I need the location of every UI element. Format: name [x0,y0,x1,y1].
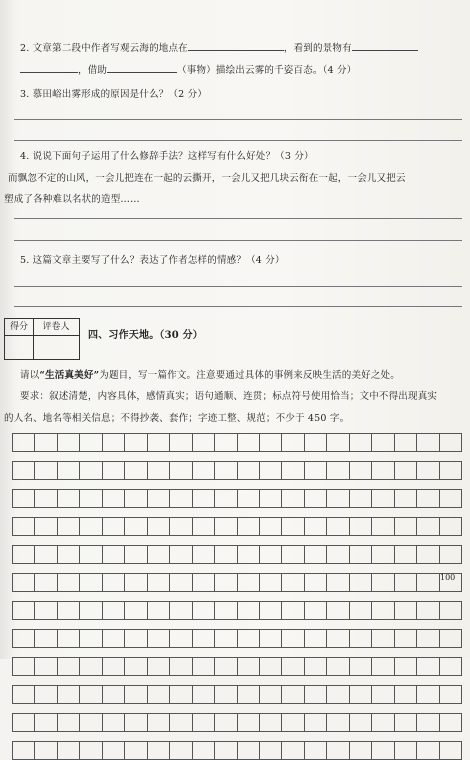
grid-cell[interactable] [170,630,192,647]
grid-cell[interactable] [282,686,304,703]
grid-cell[interactable] [238,574,260,591]
grid-cell[interactable] [395,518,417,535]
question-3: 3. 慕田峪出雾形成的原因是什么？（2 分） [20,89,208,100]
grid-cell[interactable] [440,658,461,675]
writing-prompt-line-1 [20,367,400,381]
grid-cell[interactable] [35,574,57,591]
grid-cell[interactable] [125,602,147,619]
grid-cell[interactable] [372,686,394,703]
grid-cell[interactable] [350,518,372,535]
grid-cell[interactable] [125,462,147,479]
grid-cell[interactable] [417,602,439,619]
grid-cell[interactable] [103,434,125,451]
prompt-text-b: 为题目，写一篇作文。注意要通过具体的事例来反映生活的美好之处。 [99,370,400,381]
grid-cell[interactable] [58,490,80,507]
grid-cell[interactable] [13,546,35,563]
grid-cell[interactable] [305,602,327,619]
grid-row [12,517,462,536]
grid-cell[interactable] [170,462,192,479]
grid-cell[interactable] [327,518,349,535]
grid-cell[interactable] [13,518,35,535]
grid-cell[interactable] [238,658,260,675]
grid-cell[interactable] [103,602,125,619]
grid-cell[interactable] [440,434,461,451]
grid-row [12,685,462,704]
grid-cell[interactable] [170,602,192,619]
grid-cell[interactable] [372,630,394,647]
grid-cell[interactable] [35,714,57,731]
grid-cell[interactable] [215,434,237,451]
grid-cell[interactable] [238,686,260,703]
grid-cell[interactable] [417,714,439,731]
grid-cell[interactable] [282,714,304,731]
grid-cell[interactable] [13,574,35,591]
grid-cell[interactable] [125,574,147,591]
grid-row [12,545,462,564]
grid-cell[interactable] [215,462,237,479]
grid-cell[interactable] [238,714,260,731]
q4-quote-line-1: 而飘忽不定的山风，一会儿把连在一起的云撕开，一会儿又把几块云衔在一起，一会儿又把云 [8,173,406,184]
section-4-title: 四、习作天地。（30 分） [88,330,203,341]
grid-cell[interactable] [372,434,394,451]
grid-cell[interactable] [148,658,170,675]
grid-row [12,601,462,620]
q2-blank-medium[interactable] [107,63,177,73]
grid-cell[interactable] [58,574,80,591]
grid-cell[interactable] [372,602,394,619]
grid-cell[interactable] [193,714,215,731]
q4-answer-line-2[interactable] [14,240,462,241]
grid-cell[interactable] [350,742,372,759]
grid-cell[interactable] [372,546,394,563]
grid-cell[interactable] [35,602,57,619]
q2-text-part1: 2. 文章第二段中作者写观云海的地点在 [20,43,188,54]
grid-cell[interactable] [282,742,304,759]
grid-cell[interactable] [260,462,282,479]
grid-cell[interactable] [372,714,394,731]
grid-cell[interactable] [305,490,327,507]
grid-cell[interactable] [170,574,192,591]
grid-cell[interactable] [80,462,102,479]
q3-answer-line-2[interactable] [14,140,462,141]
grid-cell[interactable] [282,602,304,619]
grid-cell[interactable] [125,434,147,451]
grid-cell[interactable] [327,630,349,647]
q4-quote-line-2: 塑成了各种难以名状的造型…… [4,194,140,205]
grid-cell[interactable] [148,574,170,591]
grid-cell[interactable] [215,574,237,591]
grid-cell[interactable] [58,630,80,647]
grid-cell[interactable] [193,434,215,451]
grid-row [12,629,462,648]
grid-cell[interactable] [148,434,170,451]
grid-cell[interactable] [13,462,35,479]
grid-cell[interactable] [305,518,327,535]
grid-cell[interactable] [395,714,417,731]
grid-cell[interactable] [305,574,327,591]
question-4: 4. 说说下面句子运用了什么修辞手法？这样写有什么好处？（3 分） [20,151,314,162]
grid-cell[interactable] [282,658,304,675]
grid-cell[interactable] [395,490,417,507]
grid-cell[interactable] [350,574,372,591]
grid-cell[interactable] [215,602,237,619]
grid-row [12,489,462,508]
grid-cell[interactable] [327,742,349,759]
grid-cell[interactable] [350,630,372,647]
grid-cell[interactable] [440,518,461,535]
grid-cell[interactable] [103,518,125,535]
grid-cell[interactable] [327,462,349,479]
grid-cell[interactable] [215,630,237,647]
grid-cell[interactable] [238,630,260,647]
writing-prompt-line-2: 要求：叙述清楚，内容具体，感情真实；语句通顺、连贯；标点符号使用恰当；文中不得出现真实 [20,391,438,402]
q2-text-part3: ，借助 [78,65,108,76]
grid-cell[interactable] [148,546,170,563]
grid-cell[interactable] [238,490,260,507]
grid-cell[interactable] [215,658,237,675]
grid-cell[interactable] [327,574,349,591]
grid-cell[interactable] [13,602,35,619]
grid-cell[interactable] [80,490,102,507]
grid-row [12,433,462,452]
grid-cell[interactable] [440,714,461,731]
grid-cell[interactable] [350,686,372,703]
grid-cell[interactable] [395,434,417,451]
grid-cell[interactable] [193,518,215,535]
grid-cell[interactable] [80,658,102,675]
grid-cell[interactable] [395,658,417,675]
grid-cell[interactable] [80,574,102,591]
q2-blank-location[interactable] [188,41,284,51]
grid-cell[interactable] [305,686,327,703]
grid-cell[interactable] [440,462,461,479]
grid-cell[interactable] [193,658,215,675]
grid-cell[interactable] [125,686,147,703]
grid-cell[interactable] [417,434,439,451]
grid-cell[interactable] [417,742,439,759]
grid-cell[interactable] [35,742,57,759]
grid-cell[interactable] [350,462,372,479]
grid-cell[interactable] [193,462,215,479]
question-2-cont [20,62,356,76]
grid-cell[interactable] [350,434,372,451]
grid-cell[interactable] [395,602,417,619]
q5-answer-line-1[interactable] [14,286,462,287]
grid-cell[interactable] [193,686,215,703]
grid-cell[interactable] [372,518,394,535]
score-header: 得分 [5,319,34,335]
grid-cell[interactable] [238,518,260,535]
q4-answer-line-1[interactable] [14,218,462,219]
grid-cell[interactable] [13,686,35,703]
grid-cell[interactable] [238,434,260,451]
grid-cell[interactable] [305,658,327,675]
grid-cell[interactable] [305,714,327,731]
grid-row [12,657,462,676]
grid-cell[interactable] [103,686,125,703]
grid-cell[interactable] [282,546,304,563]
grid-cell[interactable] [260,742,282,759]
grid-cell[interactable] [170,742,192,759]
grid-cell[interactable] [35,518,57,535]
grid-cell[interactable] [148,686,170,703]
grid-cell[interactable] [148,630,170,647]
grid-cell[interactable] [238,602,260,619]
essay-title: “生活真美好” [39,370,100,381]
grid-cell[interactable] [170,518,192,535]
grid-cell[interactable] [260,686,282,703]
grid-cell[interactable] [440,630,461,647]
grid-cell[interactable] [282,462,304,479]
grid-cell[interactable] [58,518,80,535]
grid-cell[interactable] [103,574,125,591]
grid-cell[interactable] [103,546,125,563]
grid-cell[interactable] [148,518,170,535]
grid-cell[interactable] [395,686,417,703]
grid-cell[interactable] [125,518,147,535]
grid-cell[interactable] [80,714,102,731]
grid-cell[interactable] [260,518,282,535]
grid-cell[interactable] [260,546,282,563]
grid-cell[interactable] [305,546,327,563]
grid-cell[interactable] [80,602,102,619]
question-2 [20,40,418,54]
q2-text-part2: ，看到的景物有 [283,43,352,54]
grader-header: 评卷人 [42,322,70,332]
grid-cell[interactable] [260,602,282,619]
grid-cell[interactable] [395,546,417,563]
grid-cell[interactable] [58,686,80,703]
grid-cell[interactable] [103,742,125,759]
grid-cell[interactable] [440,546,461,563]
grid-cell[interactable] [350,658,372,675]
grid-cell[interactable] [282,574,304,591]
grid-cell[interactable] [395,462,417,479]
grid-cell[interactable] [193,546,215,563]
grid-cell[interactable] [282,630,304,647]
grid-cell[interactable] [215,686,237,703]
grid-cell[interactable] [125,546,147,563]
grid-cell[interactable] [215,490,237,507]
grid-cell[interactable] [103,714,125,731]
grid-cell[interactable] [417,518,439,535]
grid-cell[interactable] [35,546,57,563]
grid-cell[interactable] [148,490,170,507]
grid-cell[interactable] [80,686,102,703]
grid-cell[interactable] [148,602,170,619]
grid-cell[interactable] [125,714,147,731]
grid-cell[interactable] [282,518,304,535]
grid-row [12,713,462,732]
grid-cell[interactable] [260,658,282,675]
grid-cell[interactable] [260,574,282,591]
grid-cell[interactable] [80,742,102,759]
grid-cell[interactable] [170,686,192,703]
grid-cell[interactable] [350,714,372,731]
grid-cell[interactable] [13,742,35,759]
grid-cell[interactable] [215,742,237,759]
grid-cell[interactable] [327,602,349,619]
grid-cell[interactable] [238,742,260,759]
grid-cell[interactable] [305,630,327,647]
grid-cell[interactable] [440,490,461,507]
grid-cell[interactable] [103,462,125,479]
grid-cell[interactable] [215,518,237,535]
grid-cell[interactable] [282,434,304,451]
grid-cell[interactable] [35,686,57,703]
q3-answer-line-1[interactable] [14,119,462,120]
grid-cell[interactable] [13,490,35,507]
grid-cell[interactable] [372,658,394,675]
grid-cell[interactable] [417,686,439,703]
grid-cell[interactable] [260,714,282,731]
grid-cell[interactable] [417,490,439,507]
q5-answer-line-2[interactable] [14,306,462,307]
grid-cell[interactable] [35,434,57,451]
grid-cell[interactable] [440,686,461,703]
grid-cell[interactable] [282,490,304,507]
score-table [4,318,80,360]
grid-cell[interactable] [35,490,57,507]
grid-cell[interactable] [58,462,80,479]
grid-cell[interactable] [327,434,349,451]
word-count-mark: 100 [440,573,456,582]
grid-cell[interactable] [395,630,417,647]
grid-cell[interactable] [305,434,327,451]
grid-cell[interactable] [440,602,461,619]
grid-cell[interactable] [215,714,237,731]
grid-cell[interactable] [440,742,461,759]
grid-cell[interactable] [417,574,439,591]
grid-cell[interactable] [305,462,327,479]
grid-cell[interactable] [170,434,192,451]
q2-blank-scenery-cont[interactable] [20,63,78,73]
grid-cell[interactable] [417,658,439,675]
grid-cell[interactable] [372,462,394,479]
grid-cell[interactable] [170,490,192,507]
grid-cell[interactable] [327,490,349,507]
grid-cell[interactable] [372,490,394,507]
question-5: 5. 这篇文章主要写了什么？表达了作者怎样的情感？（4 分） [20,255,285,266]
grid-cell[interactable] [193,630,215,647]
grid-cell[interactable] [350,546,372,563]
grid-cell[interactable] [193,490,215,507]
grid-cell[interactable] [260,434,282,451]
grid-cell[interactable] [327,714,349,731]
grid-cell[interactable] [193,574,215,591]
grid-cell[interactable] [58,714,80,731]
grid-cell[interactable] [327,686,349,703]
grid-cell[interactable] [13,630,35,647]
grid-cell[interactable] [103,658,125,675]
grid-cell[interactable] [417,462,439,479]
grid-cell[interactable] [80,518,102,535]
grid-cell[interactable] [170,658,192,675]
grid-cell[interactable] [417,630,439,647]
score-table-divider [5,335,79,336]
grid-cell[interactable] [58,658,80,675]
grid-cell[interactable] [58,742,80,759]
grid-cell[interactable] [350,602,372,619]
grid-cell[interactable] [148,714,170,731]
grid-cell[interactable] [395,742,417,759]
composition-grid[interactable] [12,433,462,657]
grid-cell[interactable] [80,434,102,451]
grid-cell[interactable] [35,630,57,647]
grid-cell[interactable] [327,546,349,563]
grid-cell[interactable] [103,630,125,647]
grid-cell[interactable] [58,602,80,619]
grid-cell[interactable] [148,742,170,759]
grid-cell[interactable] [125,490,147,507]
grid-row [12,573,462,592]
grid-cell[interactable] [58,434,80,451]
grid-cell[interactable] [260,490,282,507]
grid-cell[interactable] [35,462,57,479]
grid-cell[interactable] [238,546,260,563]
grid-cell[interactable] [13,434,35,451]
grid-cell[interactable] [80,630,102,647]
grid-cell[interactable] [80,546,102,563]
grid-cell[interactable] [372,742,394,759]
grid-cell[interactable] [193,602,215,619]
grid-cell[interactable] [148,462,170,479]
score-table-vdivider [33,335,34,359]
grid-cell[interactable] [125,658,147,675]
grid-cell[interactable] [125,742,147,759]
grid-cell[interactable] [125,630,147,647]
grid-cell[interactable] [327,658,349,675]
grid-cell[interactable] [13,714,35,731]
grid-cell[interactable] [215,546,237,563]
grid-cell[interactable] [170,546,192,563]
writing-prompt-line-3: 的人名、地名等相关信息；不得抄袭、套作；字迹工整、规范；不少于 450 字。 [4,413,350,424]
grid-cell[interactable] [417,546,439,563]
grid-cell[interactable] [260,630,282,647]
grid-cell[interactable] [103,490,125,507]
grid-row [12,741,462,760]
grid-cell[interactable] [193,742,215,759]
grid-cell[interactable] [13,658,35,675]
grid-row [12,461,462,480]
grid-cell[interactable] [395,574,417,591]
grid-cell[interactable] [372,574,394,591]
grid-cell[interactable] [305,742,327,759]
grid-cell[interactable] [350,490,372,507]
grid-cell[interactable] [58,546,80,563]
grid-cell[interactable] [170,714,192,731]
grid-cell[interactable] [35,658,57,675]
grid-cell[interactable] [238,462,260,479]
q2-blank-scenery[interactable] [352,41,418,51]
q2-text-part4: （事物）描绘出云雾的千姿百态。（4 分） [177,65,357,76]
prompt-text-a: 请以 [20,370,40,381]
